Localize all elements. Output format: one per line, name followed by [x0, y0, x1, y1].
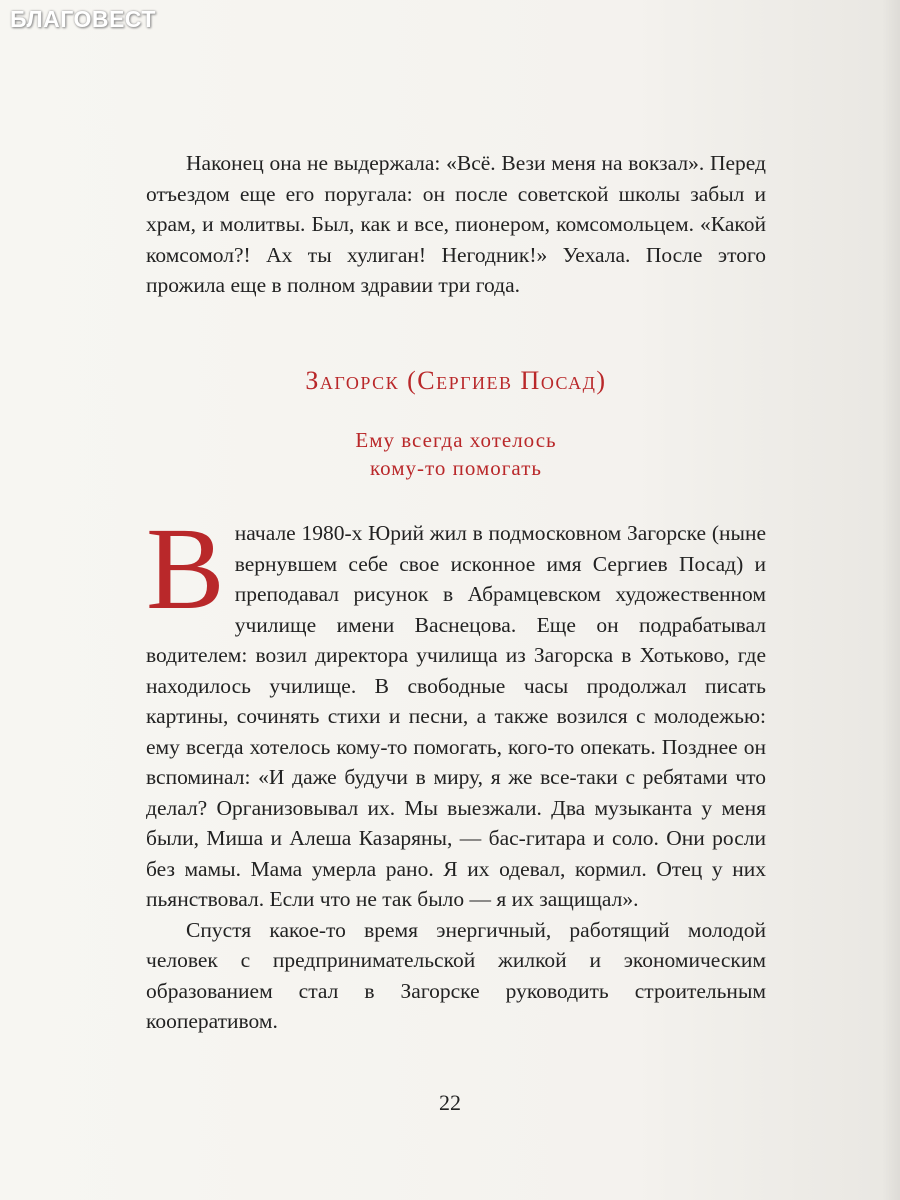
page-number: 22: [439, 1090, 461, 1115]
top-paragraph: Наконец она не выдержала: «Всё. Вези меня на вокзал». Перед отъездом еще его поругала: он после советской школы забыл и храм, и молитвы. Был, как и все, пионером, комсомольцем. «Какой комсомол?! Ах ты хулиган! Негодник!» Уехала. После этого прожила еще в полном здравии три года.: [146, 151, 766, 297]
main-text-block: [146, 503, 766, 1037]
page-edge-shadow: [882, 0, 900, 1200]
section-title: Загорск (Сергиев Посад): [305, 366, 607, 395]
subtitle-line-1: Ему всегда хотелось: [355, 428, 557, 452]
paragraph-2: Спустя какое-то время энергичный, работящий молодой человек с предпринимательской жилкой и экономическим образованием стал в Загорске руководить строительным кооперативом.: [146, 917, 766, 1033]
paragraph-1-text: начале 1980-х Юрий жил в подмосковном Загорске (ныне вернувшем себе свое исконное имя Сергиев Посад) и преподавал рисунок в Абрамцевском художественном училище имени Васнецова. Еще он подрабатывал водителем: возил директора училища из Загорска в Хотьково, где находилось училище. В свободные часы продолжал писать картины, сочинять стихи и песни, а также возился с молодежью: ему всегда хотелось кому-то помогать, кого-то опекать. Позднее он вспоминал: «И даже будучи в миру, я же все-таки с ребятами что делал? Организовывал их. Мы выезжали. Два музыканта у меня были, Миша и Алеша Казаряны, — бас-гитара и соло. Они росли без мамы. Мама умерла рано. Я их одевал, кормил. Отец у них пьянствовал. Если что не так было — я их защищал».: [146, 521, 766, 911]
top-text-block: [146, 148, 766, 301]
paragraph-1: [146, 503, 766, 915]
watermark-logo: БЛАГОВЕСТ: [10, 6, 156, 32]
subtitle-line-2: кому-то помогать: [370, 456, 542, 480]
drop-cap: В: [146, 503, 225, 634]
section-subtitle: [146, 426, 766, 482]
